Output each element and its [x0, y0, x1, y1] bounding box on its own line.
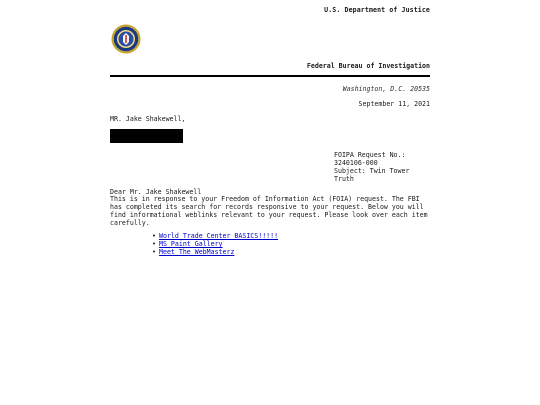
list-item: [152, 240, 278, 248]
salutation: Dear Mr. Jake Shakewell: [110, 188, 202, 196]
bullet-icon: •: [152, 248, 156, 256]
department-title: U.S. Department of Justice: [324, 6, 430, 14]
link-meet-webmasterz[interactable]: Meet The WebMasterz: [159, 248, 235, 256]
bullet-icon: •: [152, 232, 156, 240]
letter-date: September 11, 2021: [358, 100, 430, 108]
fbi-seal-icon: [111, 24, 141, 54]
weblink-list: [152, 232, 278, 256]
link-world-trade-center[interactable]: World Trade Center BASICS!!!!!: [159, 232, 279, 240]
letter-body: This is in response to your Freedom of Information Act (FOIA) request. The FBI has completed its search for records responsive to your request. Below you will find informational weblinks relevant to your request. Please look over each item carefully.: [110, 195, 428, 227]
reference-block: [334, 151, 424, 183]
reference-subject-cont: Truth: [334, 175, 354, 183]
list-item: [152, 232, 278, 240]
link-ms-paint-gallery[interactable]: MS Paint Gallery: [159, 240, 223, 248]
bureau-title: Federal Bureau of Investigation: [306, 62, 430, 70]
header-divider: [110, 75, 430, 77]
reference-number: 3240106-000: [334, 159, 378, 167]
addressee: MR. Jake Shakewell,: [110, 115, 186, 123]
list-item: [152, 248, 278, 256]
reference-subject: Subject: Twin Tower: [334, 167, 410, 175]
letter-place: Washington, D.C. 20535: [342, 85, 430, 93]
bullet-icon: •: [152, 240, 156, 248]
reference-line: FOIPA Request No.:: [334, 151, 406, 159]
redacted-address: [110, 129, 183, 143]
